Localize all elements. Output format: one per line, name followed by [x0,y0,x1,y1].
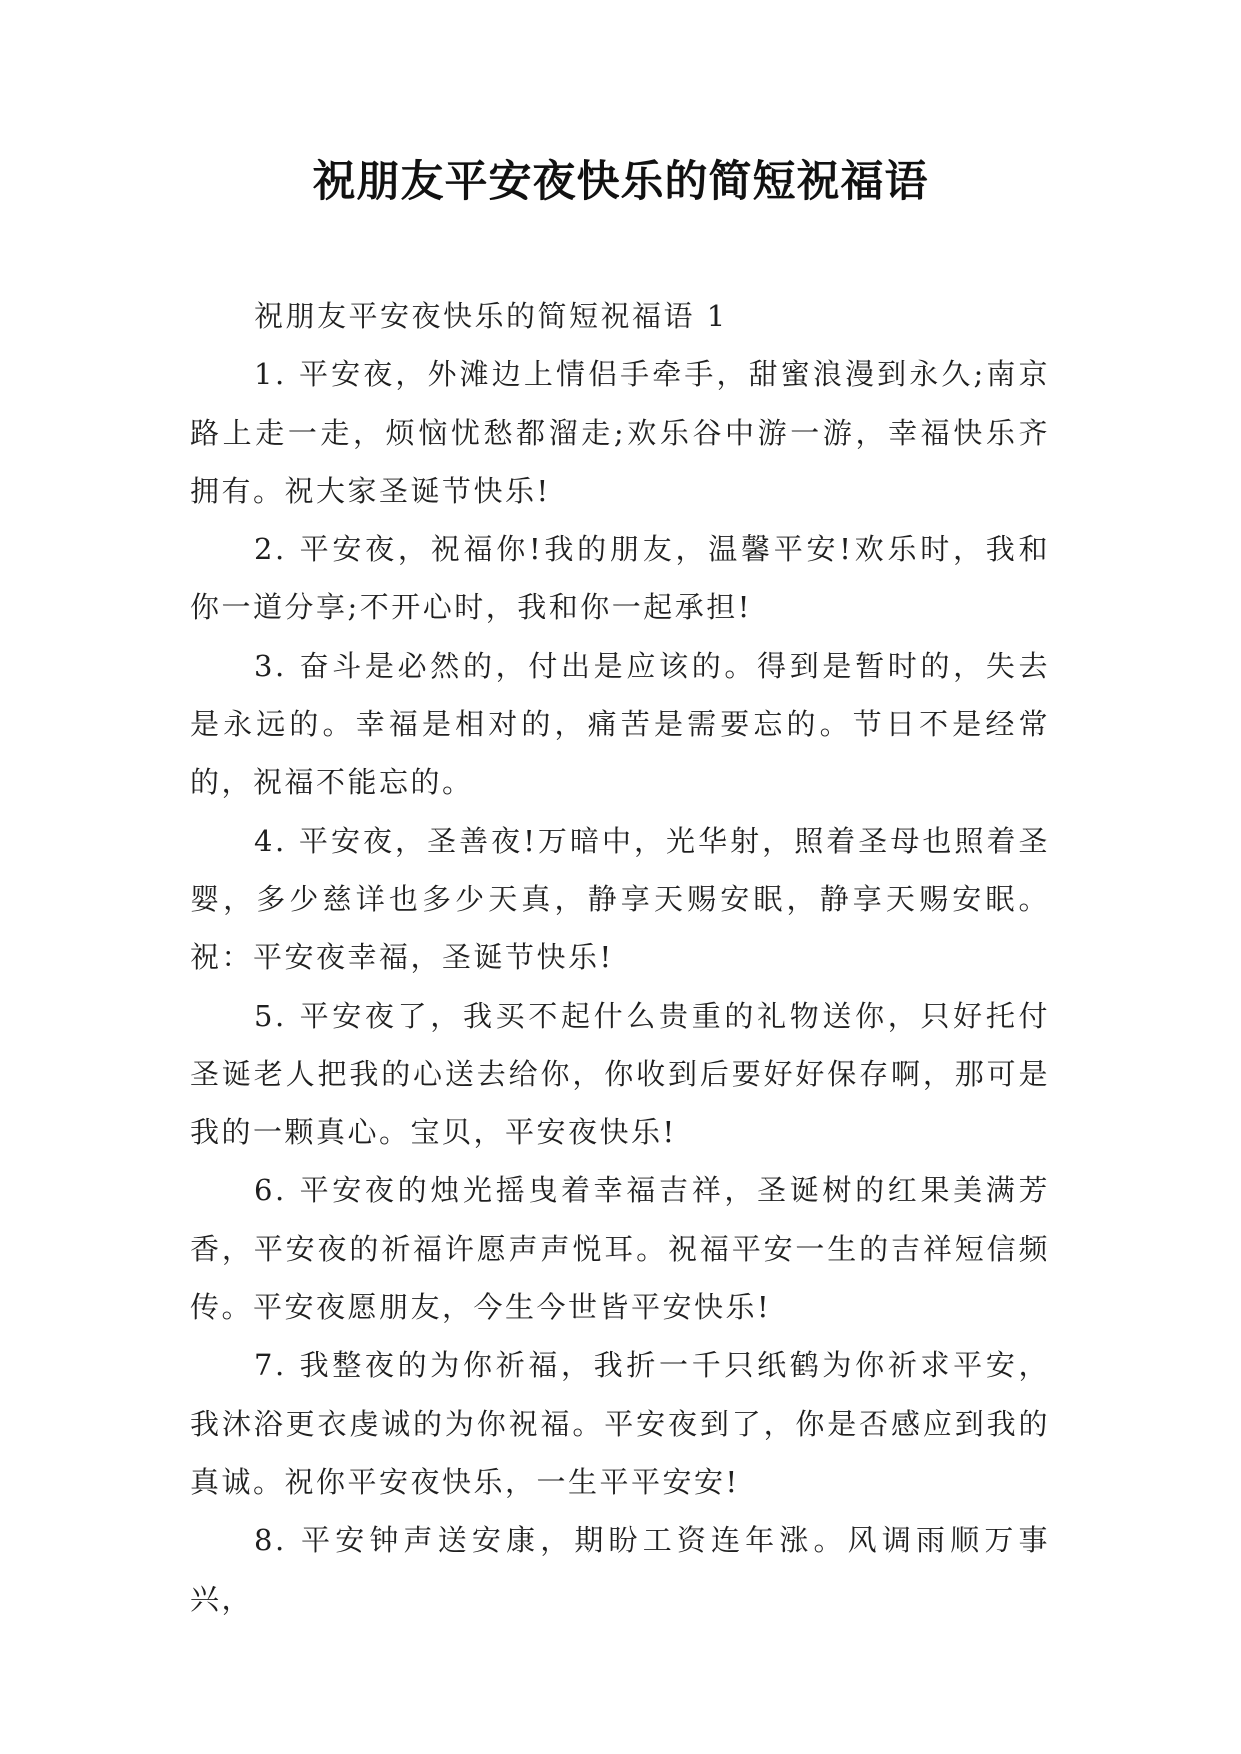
section-heading: 祝朋友平安夜快乐的简短祝福语 1 [254,299,728,333]
document-body [190,287,1050,1628]
paragraph-7: 7. 我整夜的为你祈福，我折一千只纸鹤为你祈求平安，我沐浴更衣虔诚的为你祝福。平安夜到了，你是否感应到我的真诚。祝你平安夜快乐，一生平平安安! [190,1348,1050,1499]
paragraph-8: 8. 平安钟声送安康，期盼工资连年涨。风调雨顺万事兴， [190,1523,1050,1616]
paragraph-2: 2. 平安夜，祝福你!我的朋友，温馨平安!欢乐时，我和你一道分享;不开心时，我和你一起承担! [190,532,1050,625]
document-title: 祝朋友平安夜快乐的简短祝福语 [312,157,929,207]
paragraph-3: 3. 奋斗是必然的，付出是应该的。得到是暂时的，失去是永远的。幸福是相对的，痛苦是需要忘的。节日不是经常的，祝福不能忘的。 [190,648,1050,800]
paragraph-5: 5. 平安夜了，我买不起什么贵重的礼物送你，只好托付圣诞老人把我的心送去给你，你收到后要好好保存啊，那可是我的一颗真心。宝贝，平安夜快乐! [190,998,1050,1150]
paragraph-1: 1. 平安夜，外滩边上情侣手牵手，甜蜜浪漫到永久;南京路上走一走，烦恼忧愁都溜走;欢乐谷中游一游，幸福快乐齐拥有。祝大家圣诞节快乐! [190,357,1050,508]
paragraph-6: 6. 平安夜的烛光摇曳着幸福吉祥，圣诞树的红果美满芳香，平安夜的祈福许愿声声悦耳。祝福平安一生的吉祥短信频传。平安夜愿朋友，今生今世皆平安快乐! [190,1173,1050,1325]
paragraph-4: 4. 平安夜，圣善夜!万暗中，光华射，照着圣母也照着圣婴，多少慈详也多少天真，静享天赐安眠，静享天赐安眠。祝：平安夜幸福，圣诞节快乐! [190,823,1050,975]
